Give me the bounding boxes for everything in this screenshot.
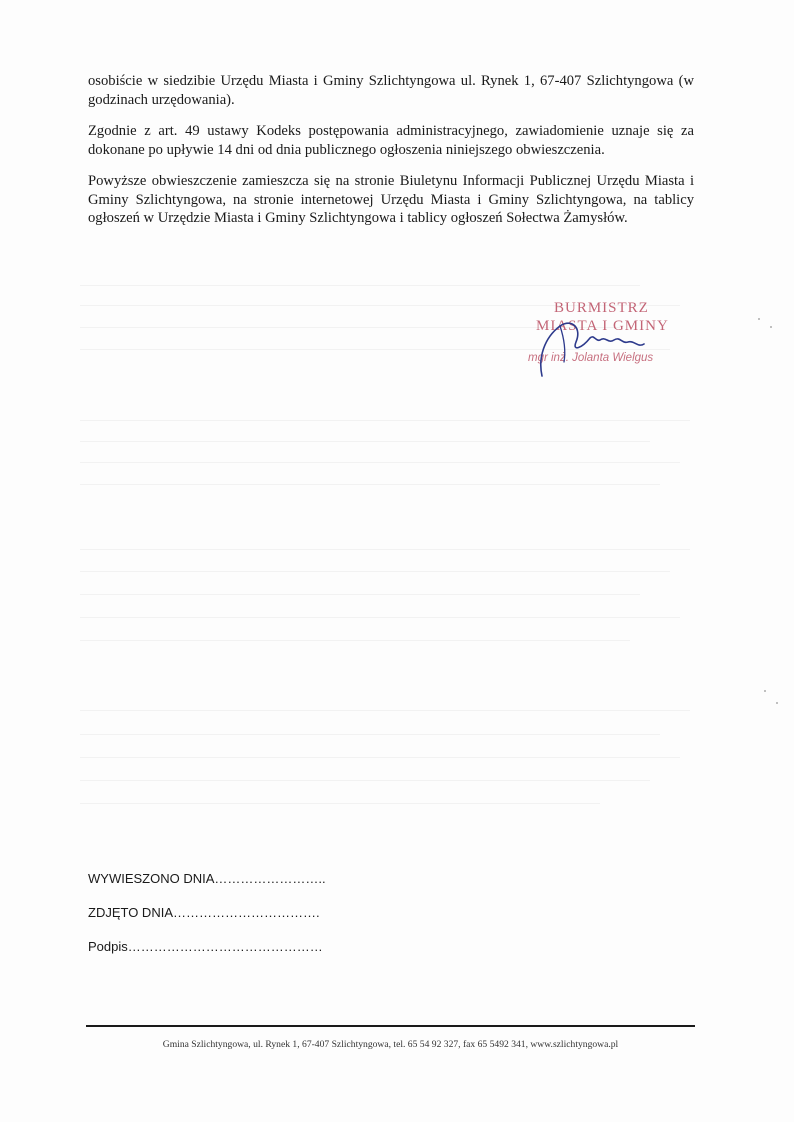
stamp-title: BURMISTRZ (554, 300, 649, 316)
signature-field: Podpis……………………………………… (88, 939, 323, 954)
body-text (88, 72, 694, 241)
handwritten-signature (520, 298, 700, 388)
scan-speck (758, 318, 760, 320)
scan-speck (770, 326, 772, 328)
scan-speck (764, 690, 766, 692)
paragraph-office-hours: osobiście w siedzibie Urzędu Miasta i Gminy Szlichtyngowa ul. Rynek 1, 67-407 Szlichtyngowa (w godzinach urzędowania). (88, 73, 694, 108)
posting-record (88, 871, 326, 973)
stamp-signatory-name: mgr inż. Jolanta Wielgus (528, 352, 654, 364)
removed-date-field: ZDJĘTO DNIA……………………………. (88, 905, 320, 920)
scan-speck (776, 702, 778, 704)
mayor-stamp (520, 298, 700, 388)
footer-address: Gmina Szlichtyngowa, ul. Rynek 1, 67-407 Szlichtyngowa, tel. 65 54 92 327, fax 65 5492 341, www.szlichtyngowa.pl (162, 1039, 619, 1050)
stamp-subtitle: MIASTA I GMINY (536, 318, 669, 334)
paragraph-publication: Powyższe obwieszczenie zamieszcza się na stronie Biuletynu Informacji Publicznej Urzędu Miasta i Gminy Szlichtyngowa, na stronie internetowej Urzędu Miasta i Gminy Szlichtyngowa, na tablicy ogłoszeń w Urzędzie Miasta i Gminy Szlichtyngowa i tablicy ogłoszeń Sołectwa Żamysłów. (88, 173, 694, 226)
paragraph-notification-rule: Zgodnie z art. 49 ustawy Kodeks postępowania administracyjnego, zawiadomienie uznaje się za dokonane po upływie 14 dni od dnia publicznego ogłoszenia niniejszego obwieszczenia. (88, 123, 694, 158)
footer-divider (86, 1025, 695, 1027)
posted-date-field: WYWIESZONO DNIA…………………….. (88, 871, 326, 886)
